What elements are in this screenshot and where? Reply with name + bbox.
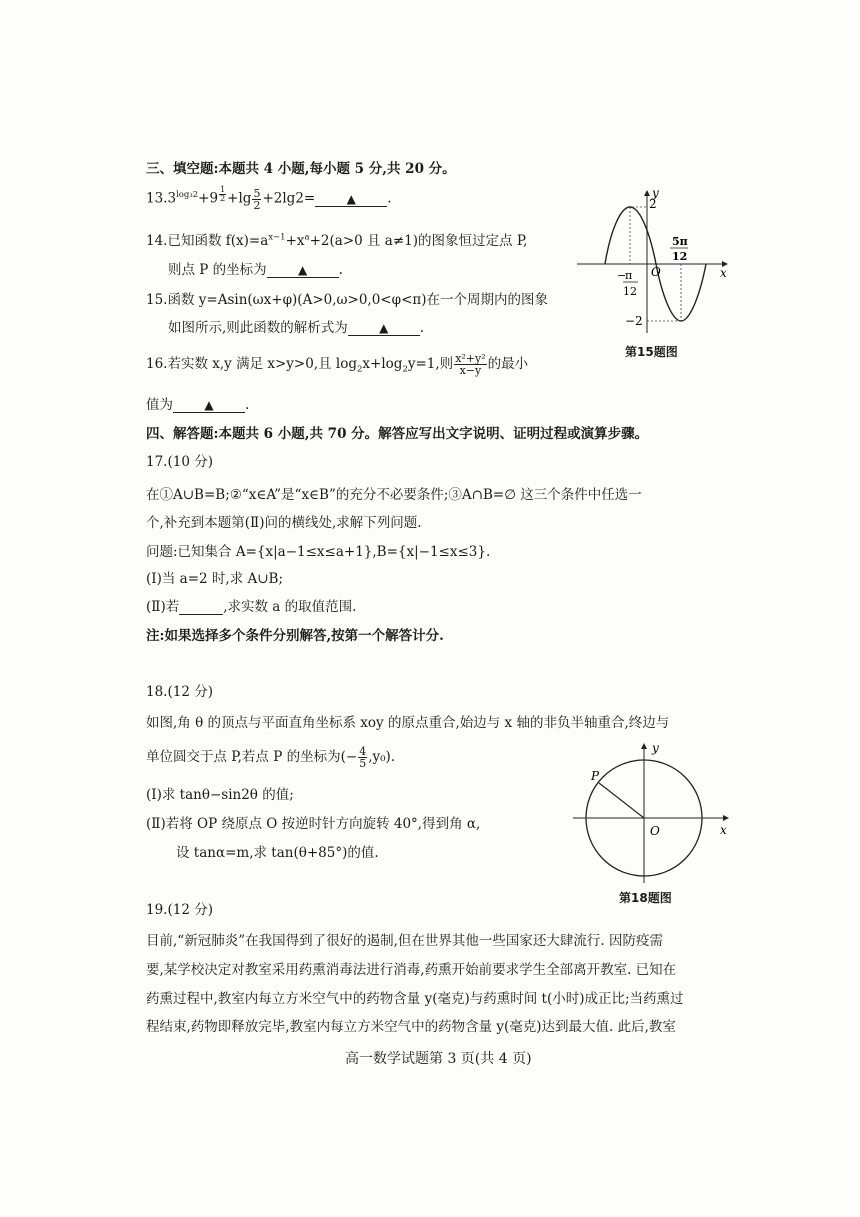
fig15-left-den: 12 <box>623 285 637 298</box>
fig18-y-label: y <box>652 741 659 755</box>
q17-note: 注:如果选择多个条件分别解答,按第一个解答计分. <box>146 628 444 644</box>
q13-base: 3 <box>167 190 177 207</box>
q13-exponent: log₃2 <box>176 190 199 200</box>
figure-18-unit-circle <box>568 738 753 888</box>
question-14-line1: 14.已知函数 $f(x)=a^{x-1}+x^a+2(a>0$ 且 a≠1)的图象恒过定点 P, <box>146 232 528 249</box>
q17-para1: 在①A∪B=B;②“x∈A”是“x∈B”的充分不必要条件;③A∩B=∅ 这三个条件中任选一 <box>146 487 642 503</box>
figure-15-sine-graph <box>572 183 752 343</box>
q13-fraction: $\frac{5}{2}$ <box>253 186 261 212</box>
q17-para5: (Ⅱ)若 ,求实数 a 的取值范围. <box>146 599 357 615</box>
fig18-x-label: x <box>720 823 727 837</box>
fig15-min-label: −2 <box>625 314 643 328</box>
answer-blank: ▲ <box>315 192 387 207</box>
q19-para2: 要,某学校决定对教室采用药熏消毒法进行消毒,药熏开始前要求学生全部离开教室. 已知在 <box>146 962 677 978</box>
point-P-label: P <box>591 769 600 783</box>
section3-heading: 三、填空题:本题共 4 小题,每小题 5 分,共 20 分。 <box>146 161 456 177</box>
figure-15-caption: 第15题图 <box>625 345 678 359</box>
fig15-y-label: y <box>652 186 659 200</box>
fig15-left-sign: − <box>617 269 627 282</box>
question-16-line1: 16.若实数 x,y 满足 x>y>0,且 $\log_2x+\log_2y=1$,则 $\frac{\text{x²+y²}}{x-y}$ 的最小 <box>146 352 529 377</box>
question-15-line2: 如图所示,则此函数的解析式为 ▲ . <box>168 320 425 336</box>
q18-para3: (Ⅰ)求 tanθ−sin2θ 的值; <box>146 787 294 803</box>
figure-18-caption: 第18题图 <box>619 891 672 905</box>
q18-title: 18.(12 分) <box>146 684 213 700</box>
q17-para2: 个,补充到本题第(Ⅱ)问的横线处,求解下列问题. <box>146 515 422 531</box>
q19-para4: 程结束,药物即释放完毕,教室内每立方米空气中的药物含量 y(毫克)达到最大值. 此后,教室 <box>146 1019 676 1035</box>
fig18-origin: O <box>650 824 660 838</box>
q16-fraction: $\frac{\text{x²+y²}}{x-y}$ <box>455 352 486 377</box>
q17-para3: 问题:已知集合 A={x|a−1≤x≤a+1},B={x|−1≤x≤3}. <box>146 544 491 560</box>
page-footer: 高一数学试题第 3 页(共 4 页) <box>345 1051 532 1067</box>
q19-para1: 目前,“新冠肺炎”在我国得到了很好的遏制,但在世界其他一些国家还大肆流行. 因防疫需 <box>146 933 663 949</box>
fig15-origin: O <box>651 265 661 279</box>
q18-para2: 单位圆交于点 P,若点 P 的坐标为(− $\frac{4}{5}$ ,y₀). <box>146 745 396 770</box>
q18-para4: (Ⅱ)若将 OP 绕原点 O 按逆时针方向旋转 40°,得到角 α, <box>146 816 481 832</box>
q19-title: 19.(12 分) <box>146 902 213 918</box>
fig15-x-label: x <box>720 266 727 280</box>
question-15-line1: 15.函数 y=Asin(ωx+φ)(A>0,ω>0,0<φ<π)在一个周期内的图象 <box>146 292 549 308</box>
q18-para5: 设 tanα=m,求 tan(θ+85°)的值. <box>176 845 379 861</box>
section4-heading: 四、解答题:本题共 6 小题,共 70 分。解答应写出文字说明、证明过程或演算步骤。 <box>146 426 649 442</box>
answer-blank: ▲ <box>173 398 245 413</box>
answer-blank: ▲ <box>267 263 339 278</box>
q19-para3: 药熏过程中,教室内每立方米空气中的药物含量 y(毫克)与药熏时间 t(小时)成正比;当药熏过 <box>146 991 684 1007</box>
answer-blank: ▲ <box>348 321 420 336</box>
q13-number: 13. <box>146 190 168 207</box>
fig15-right-num: 5π <box>672 235 688 248</box>
fig15-right-den: 12 <box>672 250 688 263</box>
q17-para4: (Ⅰ)当 a=2 时,求 A∪B; <box>146 571 284 587</box>
q17-title: 17.(10 分) <box>146 454 213 470</box>
q18-para1: 如图,角 θ 的顶点与平面直角坐标系 xoy 的原点重合,始边与 x 轴的非负半轴重合,终边与 <box>146 715 670 731</box>
condition-blank <box>179 600 223 615</box>
q13-term: +9 <box>198 190 219 207</box>
question-16-line2: 值为 ▲ . <box>146 397 250 413</box>
question-14-line2: 则点 P 的坐标为 ▲ . <box>168 262 343 278</box>
fig15-left-num: π <box>625 269 633 282</box>
fig15-max-label: 2 <box>649 197 657 211</box>
terminal-side-OP <box>599 783 644 818</box>
question-13: $13.3^{log_32}+9$ $^{\frac{1}{2}}$ +lg $\frac{5}{2}$ +2lg2= ▲ . <box>146 185 392 212</box>
